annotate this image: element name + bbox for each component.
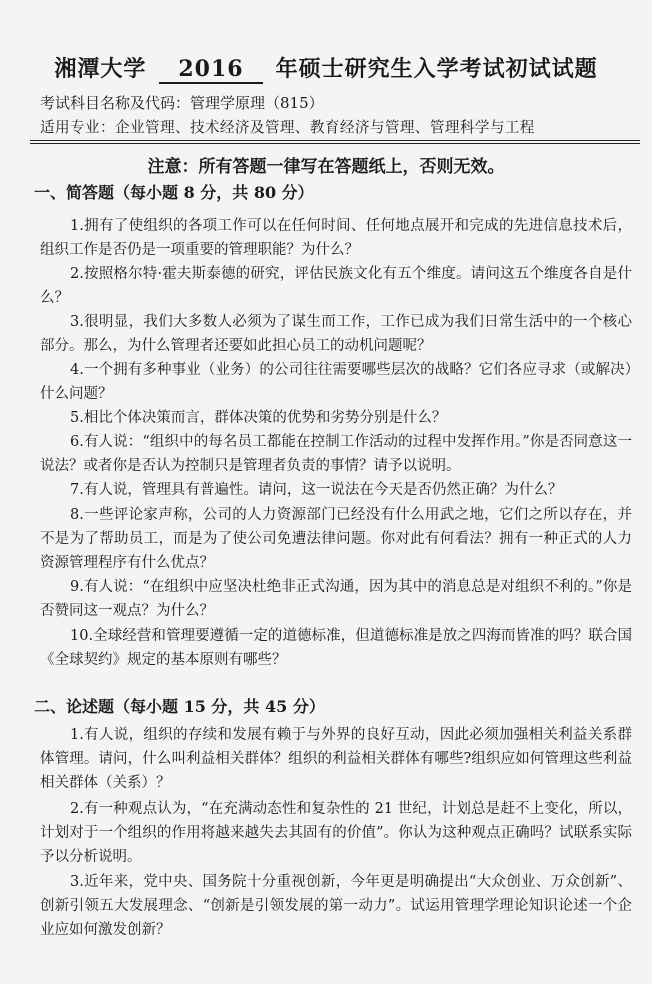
exam-title — [0, 52, 652, 84]
question-2-1: 1.有人说，组织的存续和发展有赖于与外界的良好互动，因此必须加强相关利益关系群体管理。请问，什么叫利益相关群体？组织的利益相关群体有哪些?组织应如何管理这些利益相关群体（关系）？ — [40, 727, 632, 791]
question-2-3: 3.近年来，党中央、国务院十分重视创新，今年更是明确提出“大众创业、万众创新”、创新引领五大发展理念、“创新是引领发展的第一动力”。试运用管理学理论知识论述一个企业应如何激发创新？ — [40, 874, 632, 938]
question-1-5: 5.相比个体决策而言，群体决策的优势和劣势分别是什么？ — [70, 410, 447, 426]
question-1-9: 9.有人说：“在组织中应坚决杜绝非正式沟通，因为其中的消息总是对组织不利的。”你是否赞同这一观点？为什么？ — [40, 579, 632, 619]
header-divider — [30, 140, 640, 141]
answer-notice: 注意：所有答题一律写在答题纸上，否则无效。 — [147, 157, 505, 177]
question-1-4: 4.一个拥有多种事业（业务）的公司往往需要哪些层次的战略？它们各应寻求（或解决）什么问题？ — [40, 362, 632, 402]
question-1-10: 10.全球经营和管理要遵循一定的道德标准，但道德标准是放之四海而皆准的吗？联合国《全球契约》规定的基本原则有哪些？ — [40, 628, 632, 668]
section-short-answer-title: 一、简答题（每小题 8 分，共 80 分） — [34, 183, 314, 202]
header-divider-double — [30, 143, 640, 144]
exam-title-rest: 年硕士研究生入学考试初试试题 — [275, 56, 598, 82]
question-1-1: 1.拥有了使组织的各项工作可以在任何时间、任何地点展开和完成的先进信息技术后，组织工作是否仍是一项重要的管理职能？为什么？ — [40, 218, 632, 258]
exam-year: 2016 — [159, 56, 263, 84]
question-2-2: 2.有一种观点认为，“在充满动态性和复杂性的 21 世纪，计划总是赶不上变化，所以，计划对于一个组织的作用将越来越失去其固有的价值”。你认为这种观点正确吗？试联系实际予以分析说明。 — [40, 801, 632, 865]
section-essay-title: 二、论述题（每小题 15 分，共 45 分） — [34, 697, 325, 716]
question-1-6: 6.有人说：“组织中的每名员工都能在控制工作活动的过程中发挥作用。”你是否同意这一说法？或者你是否认为控制只是管理者负责的事情？请予以说明。 — [40, 434, 632, 474]
school-name: 湘潭大学 — [54, 56, 147, 82]
question-1-3: 3.很明显，我们大多数人必须为了谋生而工作，工作已成为我们日常生活中的一个核心部分。那么，为什么管理者还要如此担心员工的动机问题呢？ — [40, 314, 632, 354]
question-1-7: 7.有人说，管理具有普遍性。请问，这一说法在今天是否仍然正确？为什么？ — [70, 482, 563, 498]
major-line: 适用专业：企业管理、技术经济及管理、教育经济与管理、管理科学与工程 — [40, 119, 535, 136]
question-1-2: 2.按照格尔特·霍夫斯泰德的研究，评估民族文化有五个维度。请问这五个维度各自是什么？ — [40, 266, 632, 306]
question-1-8: 8.一些评论家声称，公司的人力资源部门已经没有什么用武之地，它们之所以存在，并不是为了帮助员工，而是为了使公司免遭法律问题。你对此有何看法？拥有一种正式的人力资源管理程序有什么优点？ — [40, 507, 632, 571]
subject-line: 考试科目名称及代码：管理学原理（815） — [40, 94, 324, 112]
